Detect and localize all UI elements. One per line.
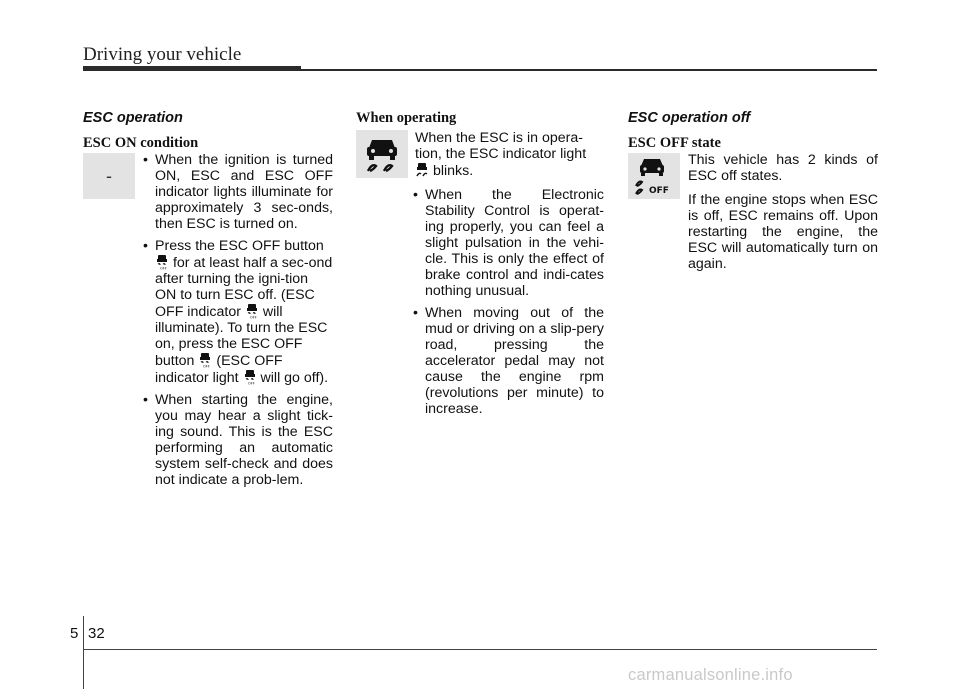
intro-line: blinks.: [432, 163, 474, 179]
off-label: OFF: [649, 186, 669, 196]
svg-text:OFF: OFF: [249, 315, 257, 319]
bullet-press-esc-off: [145, 238, 333, 386]
esc-off-icon: [155, 254, 169, 270]
footer-horizontal-rule: [83, 649, 877, 650]
para-engine-stops: If the engine stops when ESC is off, ESC remains off. Upon restarting the engine, the ESC will automatically turn on again.: [688, 192, 878, 272]
esc-off-car-icon: [632, 155, 676, 197]
bullet-moving-out-of-mud: • When moving out of the mud or driving on a slip-pery road, pressing the accelerator pedal may not cause the engine rpm (revolutions per minute) to increase.: [415, 305, 604, 417]
watermark: carmanualsonline.info: [628, 666, 793, 684]
column-esc-operation: [83, 110, 333, 488]
svg-text:OFF: OFF: [203, 364, 211, 368]
subtitle-when-operating: When operating: [356, 110, 457, 126]
column-when-operating: [356, 110, 606, 417]
bullet-electronic-stability: • When the Electronic Stability Control is operat-ing properly, you can feel a slight pulsation in the vehi-cle. This is only the effect of brake control and indi-cates nothing unusual.: [415, 187, 604, 299]
section-title-esc-operation: ESC operation: [83, 110, 183, 126]
intro-text: [415, 130, 604, 179]
when-operating-text: [415, 130, 604, 423]
intro-line: When the ESC is in opera-tion, the ESC indicator light: [415, 130, 587, 162]
esc-off-illustration: [628, 153, 680, 199]
placeholder-dash: -: [106, 166, 112, 186]
header-rule: [301, 69, 877, 71]
bullet-starting-engine: • When starting the engine, you may hear a slight tick-ing sound. This is the ESC performing an automatic system self-check and does not indicate a prob-lem.: [145, 392, 333, 488]
header-bar: [83, 66, 301, 71]
footer-vertical-rule: [83, 616, 84, 689]
esc-off-indicator-icon: [245, 303, 259, 319]
esc-car-skid-icon: [362, 134, 402, 174]
esc-indicator-illustration: [356, 130, 408, 178]
bullet-text: for at least half a sec-ond after turning the igni-tion ON to turn ESC off. (ESC OFF indicator: [155, 255, 333, 320]
subtitle-esc-on-condition: ESC ON condition: [83, 135, 199, 151]
column-esc-operation-off: [628, 110, 878, 272]
subtitle-esc-off-state: ESC OFF state: [628, 135, 721, 151]
esc-on-text: [145, 152, 333, 494]
esc-off-indicator-light-icon: [243, 369, 257, 385]
page-header-title: Driving your vehicle: [83, 44, 242, 65]
esc-off-text: [688, 152, 878, 280]
bullet-text: will go off).: [260, 370, 329, 386]
svg-text:OFF: OFF: [247, 381, 255, 385]
illustration-placeholder: [83, 153, 135, 199]
esc-off-button-icon: [198, 352, 212, 368]
section-number: 5: [70, 625, 79, 642]
page-number: 32: [88, 625, 105, 642]
esc-indicator-icon: [415, 162, 429, 178]
bullet-text: (ESC OFF indicator light: [155, 353, 283, 386]
bullet-text: Press the ESC OFF button: [155, 238, 324, 254]
section-title-esc-operation-off: ESC operation off: [628, 110, 751, 126]
svg-text:OFF: OFF: [160, 266, 167, 270]
para-two-kinds: This vehicle has 2 kinds of ESC off states.: [688, 152, 878, 184]
bullet-ignition-on: • When the ignition is turned ON, ESC and ESC OFF indicator lights illuminate for approximately 3 sec-onds, then ESC is turned on.: [145, 152, 333, 232]
bullet-text: will illuminate). To turn the ESC on, press the ESC OFF button: [155, 304, 328, 369]
